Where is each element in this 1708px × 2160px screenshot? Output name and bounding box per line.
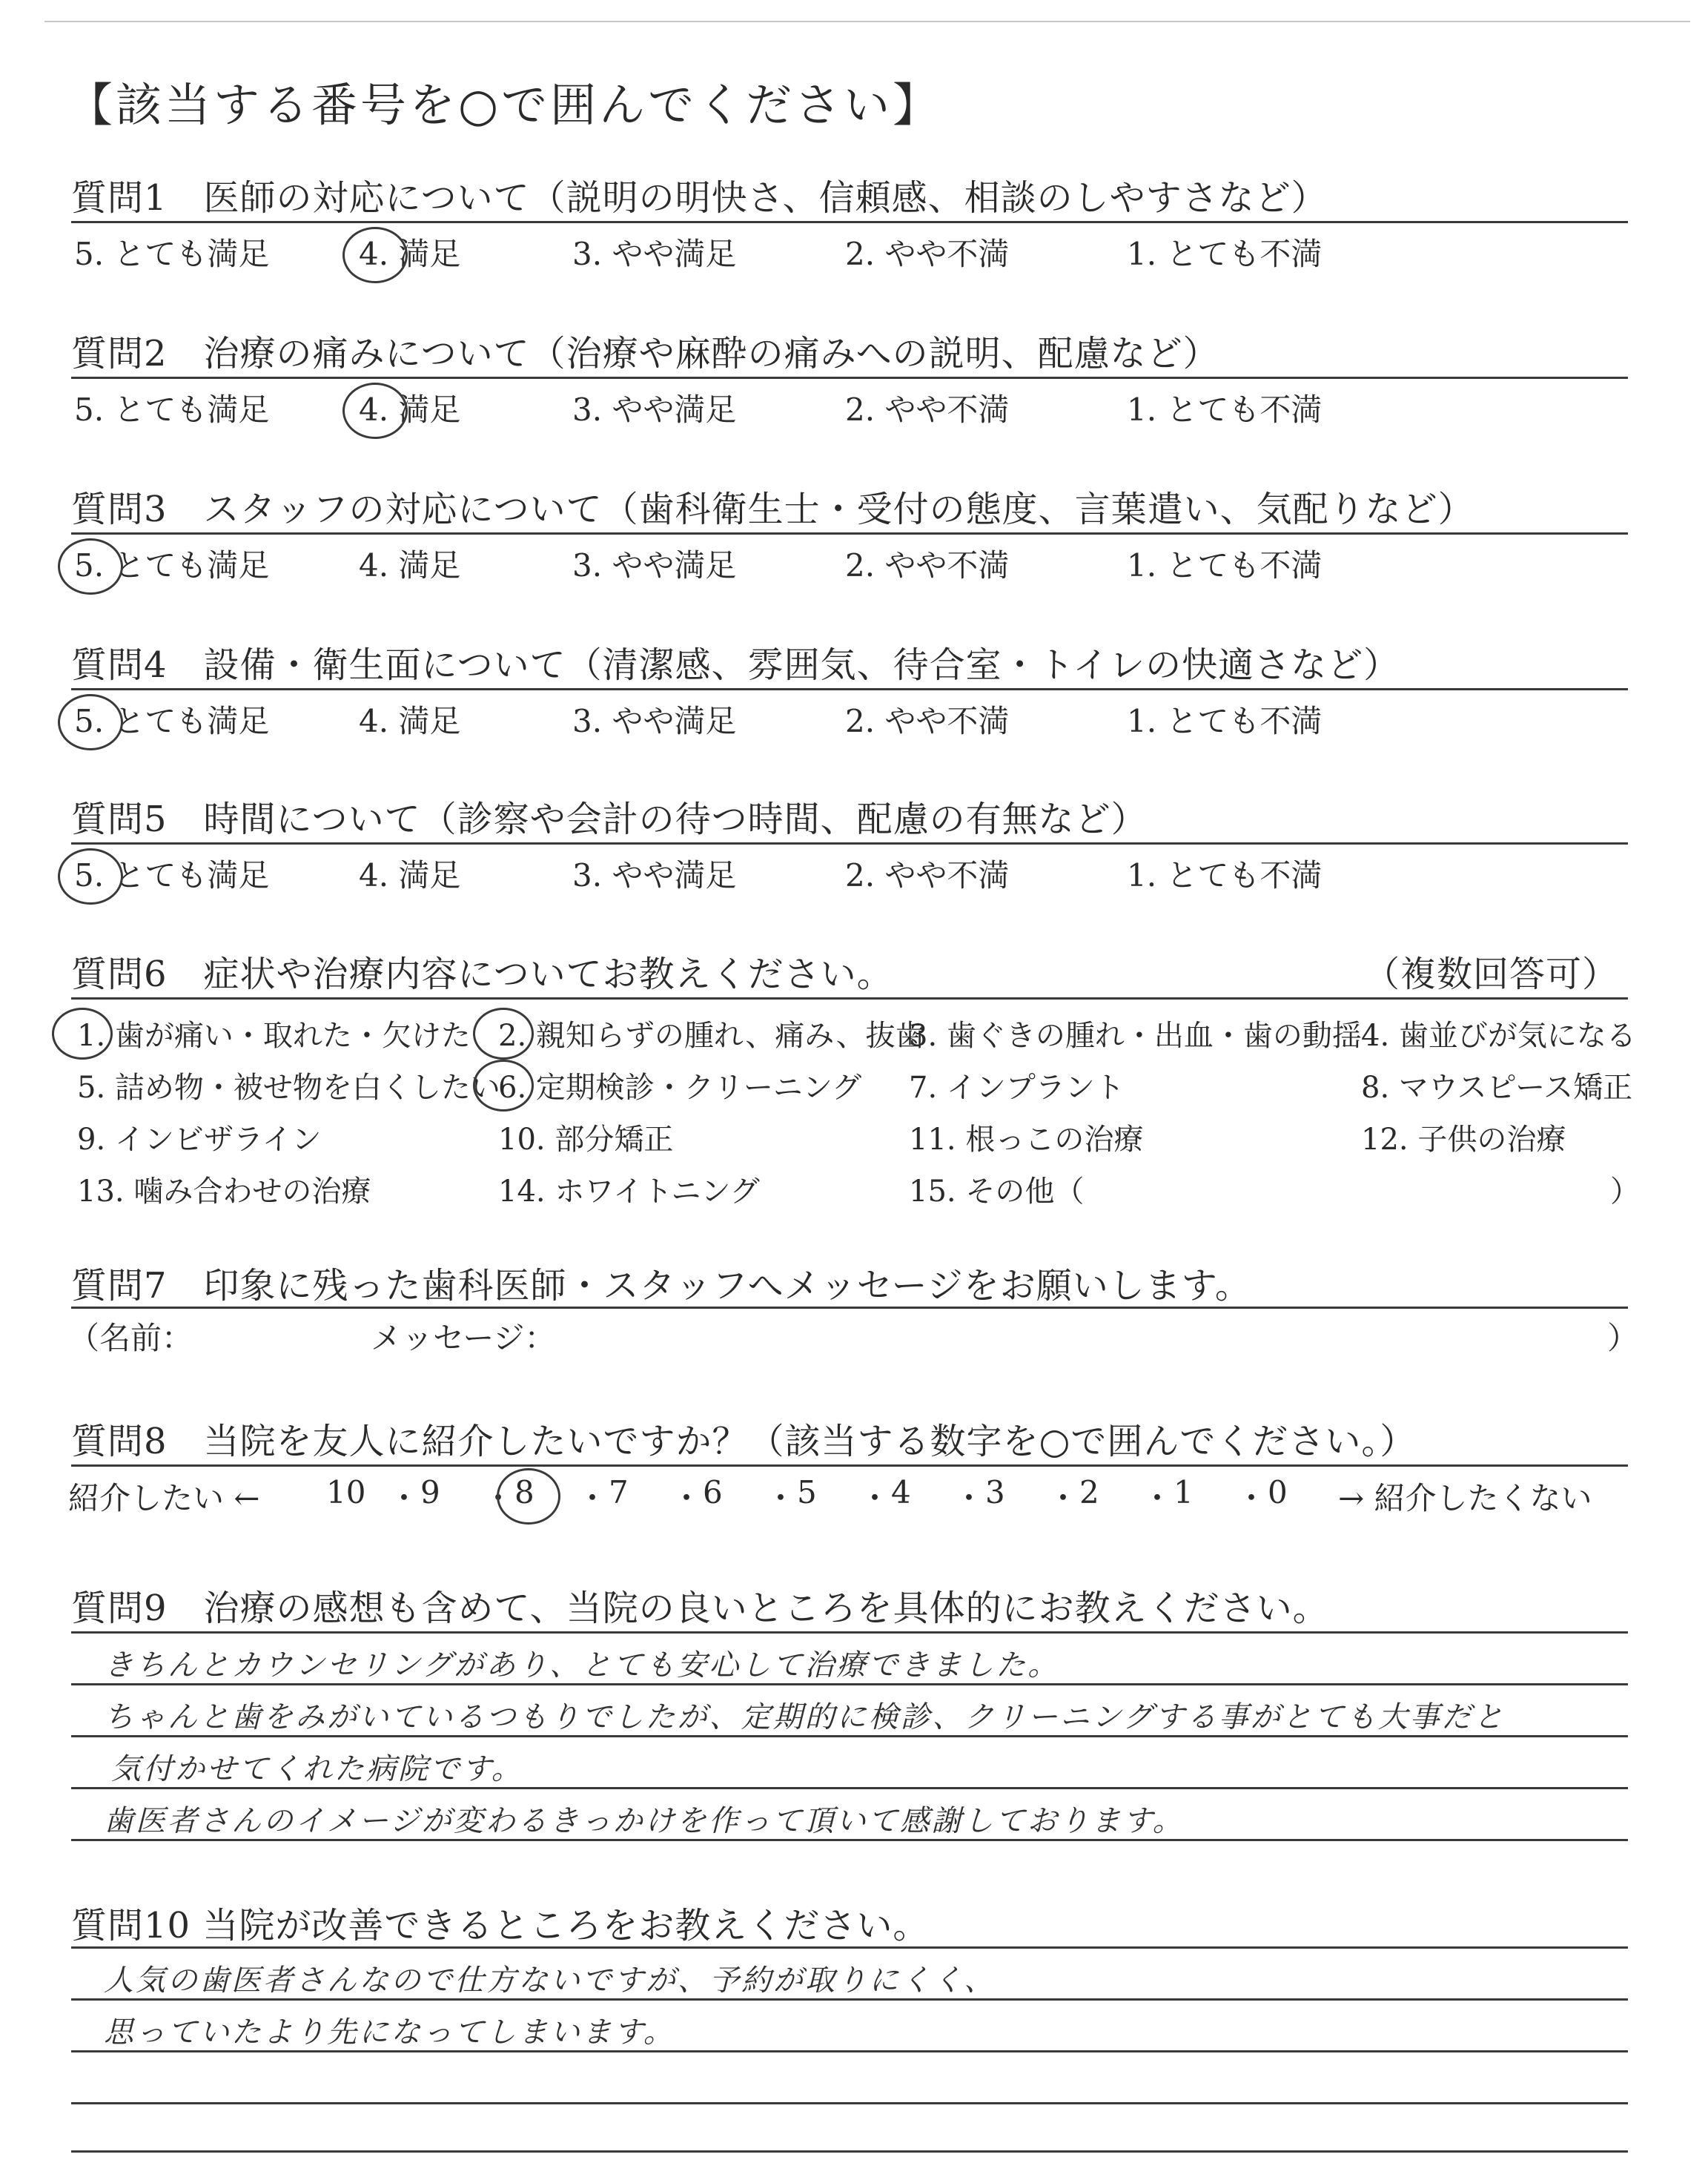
q8-scale-5[interactable]: 5 [797,1474,817,1510]
q4-heading: 質問4 設備・衛生面について（清潔感、雰囲気、待合室・トイレの快適さなど） [71,644,1400,686]
q6-option-12[interactable]: 12. 子供の治療 [1361,1123,1566,1157]
q1-option-2[interactable]: 2. やや不満 [845,236,1010,272]
q8-dot-separator: ・ [671,1480,703,1516]
q1-option-3[interactable]: 3. やや満足 [572,236,737,272]
q2-selected-circle [342,383,408,439]
q2-option-5[interactable]: 5. とても満足 [74,392,270,428]
q1-selected-circle [342,227,408,283]
q4-option-1[interactable]: 1. とても不満 [1127,703,1323,739]
q4-option-2[interactable]: 2. やや不満 [845,703,1010,739]
q10-writing-rule [71,2102,1628,2104]
q6-option-13[interactable]: 13. 噛み合わせの治療 [77,1175,371,1209]
q6-option-11[interactable]: 11. 根っこの治療 [909,1123,1144,1157]
q8-dot-separator: ・ [1236,1480,1268,1516]
q9-writing-rule [71,1631,1628,1634]
q7-heading: 質問7 印象に残った歯科医師・スタッフへメッセージをお願いします。 [71,1265,1251,1307]
q8-left-label: 紹介したい ← [68,1480,260,1516]
q8-right-label: → 紹介したくない [1338,1480,1592,1516]
q10-answer-line: 人気の歯医者さんなので仕方ないですが、予約が取りにくく、 [104,1964,996,1998]
q6-option-10[interactable]: 10. 部分矯正 [498,1123,674,1157]
q8-scale-3[interactable]: 3 [985,1474,1005,1510]
q4-option-5[interactable]: 5. とても満足 [74,703,270,739]
q9-answer-line: 歯医者さんのイメージが変わるきっかけを作って頂いて感謝しております。 [104,1804,1185,1838]
q6-other-close-paren: ） [1610,1175,1640,1209]
q2-option-1[interactable]: 1. とても不満 [1127,392,1323,428]
q6-selected-circle-6 [473,1060,534,1112]
q6-option-6[interactable]: 6. 定期検診・クリーニング [498,1071,862,1105]
q4-rule [71,688,1628,690]
q5-option-1[interactable]: 1. とても不満 [1127,857,1323,894]
q1-rule [71,221,1628,223]
q10-answer-line: 思っていたより先になってしまいます。 [104,2015,675,2050]
q7-rule [71,1307,1628,1309]
q8-scale-1[interactable]: 1 [1174,1474,1194,1510]
top-edge-rule [44,21,1690,22]
q6-option-3[interactable]: 3. 歯ぐきの腫れ・出血・歯の動揺 [909,1019,1362,1053]
q8-dot-separator: ・ [1142,1480,1174,1516]
q8-scale-4[interactable]: 4 [891,1474,911,1510]
q10-writing-rule [71,1946,1628,1949]
q3-rule [71,532,1628,535]
q8-heading: 質問8 当院を友人に紹介したいですか？（該当する数字を○で囲んでください。） [71,1421,1417,1462]
q8-scale-8[interactable]: 8 [514,1474,534,1510]
q4-selected-circle [58,694,123,750]
q8-dot-separator: ・ [483,1480,514,1516]
q8-dot-separator: ・ [388,1480,420,1516]
q5-selected-circle [58,848,123,905]
q1-option-5[interactable]: 5. とても満足 [74,236,270,272]
q3-option-1[interactable]: 1. とても不満 [1127,547,1323,584]
q10-writing-rule [71,2150,1628,2153]
q6-option-2[interactable]: 2. 親知らずの腫れ、痛み、抜歯 [498,1019,925,1053]
q6-option-5[interactable]: 5. 詰め物・被せ物を白くしたい [77,1071,500,1105]
q8-dot-separator: ・ [953,1480,985,1516]
q3-option-3[interactable]: 3. やや満足 [572,547,737,584]
q8-selected-circle [497,1468,560,1525]
q10-heading: 質問10 当院が改善できるところをお教えください。 [71,1905,930,1946]
q2-rule [71,377,1628,379]
q2-option-4[interactable]: 4. 満足 [359,392,461,428]
q5-rule [71,842,1628,845]
q7-message-label: メッセージ： [371,1320,556,1356]
q3-selected-circle [58,538,123,595]
q7-name-label: （名前： [68,1320,193,1356]
q9-answer-line: ちゃんと歯をみがいているつもりでしたが、定期的に検診、クリーニングする事がとても大事だと [104,1700,1506,1734]
q6-option-1[interactable]: 1. 歯が痛い・取れた・欠けた [77,1019,471,1053]
q5-option-2[interactable]: 2. やや不満 [845,857,1010,894]
q8-dot-separator: ・ [765,1480,797,1516]
q6-option-14[interactable]: 14. ホワイトニング [498,1175,760,1209]
q8-scale-0[interactable]: 0 [1268,1474,1288,1510]
q5-option-5[interactable]: 5. とても満足 [74,857,270,894]
q9-answer-line: きちんとカウンセリングがあり、とても安心して治療できました。 [104,1648,1060,1682]
q6-option-8[interactable]: 8. マウスピース矯正 [1361,1071,1633,1105]
q9-answer-line: 気付かせてくれた病院です。 [111,1752,523,1786]
q8-scale-2[interactable]: 2 [1079,1474,1099,1510]
q6-option-7[interactable]: 7. インプラント [909,1071,1125,1105]
q6-selected-circle-2 [473,1008,534,1060]
q7-close-paren: ） [1607,1320,1639,1356]
q1-option-1[interactable]: 1. とても不満 [1127,236,1323,272]
form-title: 【該当する番号を○で囲んでください】 [67,78,942,132]
q3-heading: 質問3 スタッフの対応について（歯科衛生士・受付の態度、言葉遣い、気配りなど） [71,489,1474,530]
q4-option-3[interactable]: 3. やや満足 [572,703,737,739]
q8-dot-separator: ・ [859,1480,891,1516]
q6-heading: 質問6 症状や治療内容についてお教えください。 [71,954,893,995]
q3-option-4[interactable]: 4. 満足 [359,547,461,584]
q5-option-3[interactable]: 3. やや満足 [572,857,737,894]
q6-rule [71,997,1628,1000]
q6-option-9[interactable]: 9. インビザライン [77,1123,322,1157]
q8-scale-7[interactable]: 7 [609,1474,629,1510]
q5-option-4[interactable]: 4. 満足 [359,857,461,894]
q2-heading: 質問2 治療の痛みについて（治療や麻酔の痛みへの説明、配慮など） [71,333,1219,374]
q8-dot-separator: ・ [577,1480,609,1516]
q1-option-4[interactable]: 4. 満足 [359,236,461,272]
q3-option-5[interactable]: 5. とても満足 [74,547,270,584]
q8-rule [71,1464,1628,1467]
q4-option-4[interactable]: 4. 満足 [359,703,461,739]
q8-scale-9[interactable]: 9 [420,1474,440,1510]
q6-multi-note: （複数回答可） [1364,954,1619,995]
q8-scale-10[interactable]: 10 [326,1474,366,1510]
q9-heading: 質問9 治療の感想も含めて、当院の良いところを具体的にお教えください。 [71,1588,1329,1629]
q6-option-4[interactable]: 4. 歯並びが気になる [1361,1019,1636,1053]
q2-option-3[interactable]: 3. やや満足 [572,392,737,428]
q6-option-15[interactable]: 15. その他（ [909,1175,1085,1209]
q3-option-2[interactable]: 2. やや不満 [845,547,1010,584]
q6-selected-circle-1 [52,1008,113,1060]
q8-scale-6[interactable]: 6 [703,1474,723,1510]
q8-dot-separator: ・ [1047,1480,1079,1516]
q2-option-2[interactable]: 2. やや不満 [845,392,1010,428]
q1-heading: 質問1 医師の対応について（説明の明快さ、信頼感、相談のしやすさなど） [71,177,1328,219]
q5-heading: 質問5 時間について（診察や会計の待つ時間、配慮の有無など） [71,799,1148,840]
